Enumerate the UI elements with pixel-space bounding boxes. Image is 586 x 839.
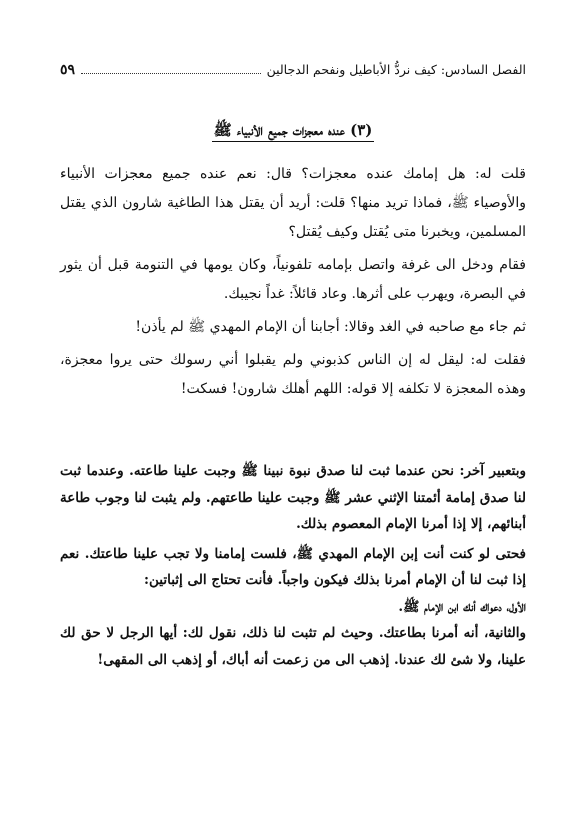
dialogue-block (60, 160, 526, 404)
paragraph: والثانية، أنه أمرنا بطاعتك. وحيث لم تثبت لنا ذلك، نقول لك: أيها الرجل لا حق لك علينا، ولا شئ لك عندنا. إذهب الى من زعمت أنه أباك، أو إذهب الى المقهى! (60, 625, 526, 668)
argument-block (60, 458, 526, 673)
running-title: الفصل السادس: كيف نردُّ الأباطيل ونفحم الدجالين (266, 62, 526, 77)
paragraph: ثم جاء مع صاحبه في الغد وقالا: أجابنا أن الإمام المهدي ﷺ لم يأذن! (135, 319, 526, 335)
paragraph: وبتعبير آخر: نحن عندما ثبت لنا صدق نبوة نبينا ﷺ وجبت علينا طاعته. وعندما ثبت لنا صدق إمامة أئمتنا الإثني عشر ﷺ وجبت علينا طاعتهم. ولم يثبت لنا وجوب طاعة أبنائهم، إلا إذا أمرنا الإمام المعصوم بذلك. (60, 463, 526, 532)
page-number: ٥٩ (60, 62, 76, 78)
paragraph: فحتى لو كنت أنت إبن الإمام المهدي ﷺ، فلست إمامنا ولا تجب علينا طاعتك. نعم إذا ثبت لنا أن الإمام أمرنا بذلك فيكون واجباً. فأنت تحتاج الى إثباتين: (60, 545, 526, 588)
header-dotted-leader (81, 72, 261, 74)
paragraph: فقام ودخل الى غرفة واتصل بإمامه تلفونياً، وكان يومها في التنومة قبل أن يثور في البصرة، ويهرب على أثرها. وعاد قائلاً: غداً نجيبك. (60, 257, 526, 302)
paragraph: قلت له: هل إمامك عنده معجزات؟ قال: نعم عنده جميع معجزات الأنبياء والأوصياء ﷺ، فماذا تريد منها؟ قلت: أريد أن يقتل هذا الطاغية شارون الذي يقتل المسلمين، ويخبرنا متى يُقتل وكيف يُقتل؟ (60, 166, 526, 240)
section-heading-text: (٣) عنده معجزات جميع الأنبياء ﷺ (212, 120, 375, 142)
section-heading (0, 120, 586, 142)
paragraph: الأول، دعواك أنك ابن الإمام ﷺ. (398, 598, 526, 615)
running-header (60, 56, 526, 78)
paragraph: فقلت له: ليقل له إن الناس كذبوني ولم يقبلوا أني رسولك حتى يروا معجزة، وهذه المعجزة لا تكلفه إلا قوله: اللهم أهلك شارون! فسكت! (60, 352, 526, 397)
